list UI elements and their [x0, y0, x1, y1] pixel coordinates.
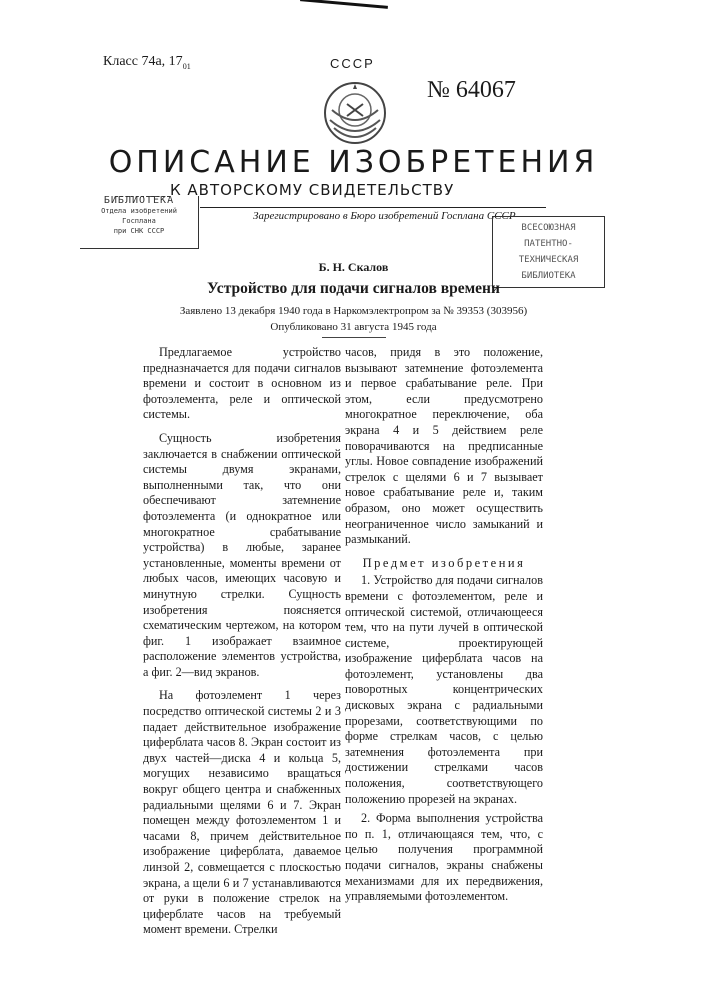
library-stamp-left [80, 196, 199, 249]
state-emblem-icon [322, 80, 388, 146]
stamp-line: ВСЕСОЮЗНАЯ [493, 220, 604, 236]
divider [200, 207, 546, 208]
stamp-line: Госплана [80, 216, 198, 226]
divider [322, 337, 386, 338]
stamp-line: БИБЛИОТЕКА [493, 268, 604, 284]
paragraph: часов, придя в это положение, вызывают затемнение фотоэлемента и первое срабатывание реле. При этом, если предусмотрено многократное переключение, оба экрана 4 и 5 действием реле поворачиваются на предписанные углы. Новое совпадение изображений стрелок с щелями 6 и 7 вызывает новое срабатывание реле и, таким образом, оно может осуществить неограниченное число замыканий и размыканий. [345, 345, 543, 548]
invention-title: Устройство для подачи сигналов времени [0, 280, 707, 298]
body-left-column [143, 345, 341, 946]
patent-class [103, 54, 191, 71]
registration-note: Зарегистрировано в Бюро изобретений Госплана СССР [253, 210, 516, 222]
publication-info: Опубликовано 31 августа 1945 года [0, 321, 707, 333]
stamp-line: БИБЛИОТЕКА [80, 196, 198, 206]
filing-info: Заявлено 13 декабря 1940 года в Наркомэлектропром за № 39353 (303956) [0, 305, 707, 317]
claim: 1. Устройство для подачи сигналов времени с фотоэлементом, реле и оптической системой, отличающееся тем, что на пути лучей в оптической системе, проектирующей изображение циферблата часов на фотоэлемент, установлены два поворотных концентрических дисковых экрана с радиальными прорезами, соответствующими по форме стрелкам часов, с целью затемнения фотоэлемента при достижении стрелками часов положения, соответствующего положению прорезей на экранах. [345, 573, 543, 807]
stamp-line: при СНК СССР [80, 226, 198, 236]
claim: 2. Форма выполнения устройства по п. 1, отличающаяся тем, что, с целью получения программной подачи сигналов, экраны снабжены механизмами для их передвижения, управляемыми фотоэлементом. [345, 811, 543, 905]
library-stamp-right [492, 216, 605, 288]
author: Б. Н. Скалов [0, 260, 707, 275]
body-right-column [345, 345, 543, 909]
claims-heading: Предмет изобретения [345, 556, 543, 572]
country-label: СССР [330, 56, 375, 71]
paragraph: Предлагаемое устройство предназначается для подачи сигналов времени и состоит в основном из фотоэлемента, реле и оптической системы. [143, 345, 341, 423]
stamp-line: ТЕХНИЧЕСКАЯ [493, 252, 604, 268]
class-label: Класс 74а, 17 [103, 54, 183, 69]
document-title: ОПИСАНИЕ ИЗОБРЕТЕНИЯ [0, 145, 707, 180]
scan-mark [300, 0, 388, 9]
class-subscript: 01 [183, 62, 191, 71]
document-subtitle: К АВТОРСКОМУ СВИДЕТЕЛЬСТВУ [170, 181, 454, 199]
stamp-line: ПАТЕНТНО- [493, 236, 604, 252]
paragraph: На фотоэлемент 1 через посредство оптической системы 2 и 3 падает действительное изображение циферблата часов 8. Экран состоит из двух частей—диска 4 и кольца 5, могущих независимо вращаться вокруг общего центра и снабженных радиальными щелями 6 и 7. Экран помещен между фотоэлементом 1 и часами 8, причем действительное изображение циферблата, даваемое линзой 2, совмещается с плоскостью экрана, а щели 6 и 7 устанавливаются от руки в положение стрелок на циферблате часов на требуемый момент времени. Стрелки [143, 688, 341, 938]
patent-number: № 64067 [427, 77, 516, 104]
stamp-line: Отдела изобретений [80, 206, 198, 216]
paragraph: Сущность изобретения заключается в снабжении оптической системы двумя экранами, выполненными так, что они обеспечивают затемнение фотоэлемента (и однократное или многократное срабатывание устройства) в любые, заранее установленные, моменты времени от любых часов, имеющих часовую и минутную стрелки. Сущность изобретения поясняется схематическим чертежом, на котором фиг. 1 изображает взаимное расположение элементов устройства, а фиг. 2—вид экранов. [143, 431, 341, 681]
